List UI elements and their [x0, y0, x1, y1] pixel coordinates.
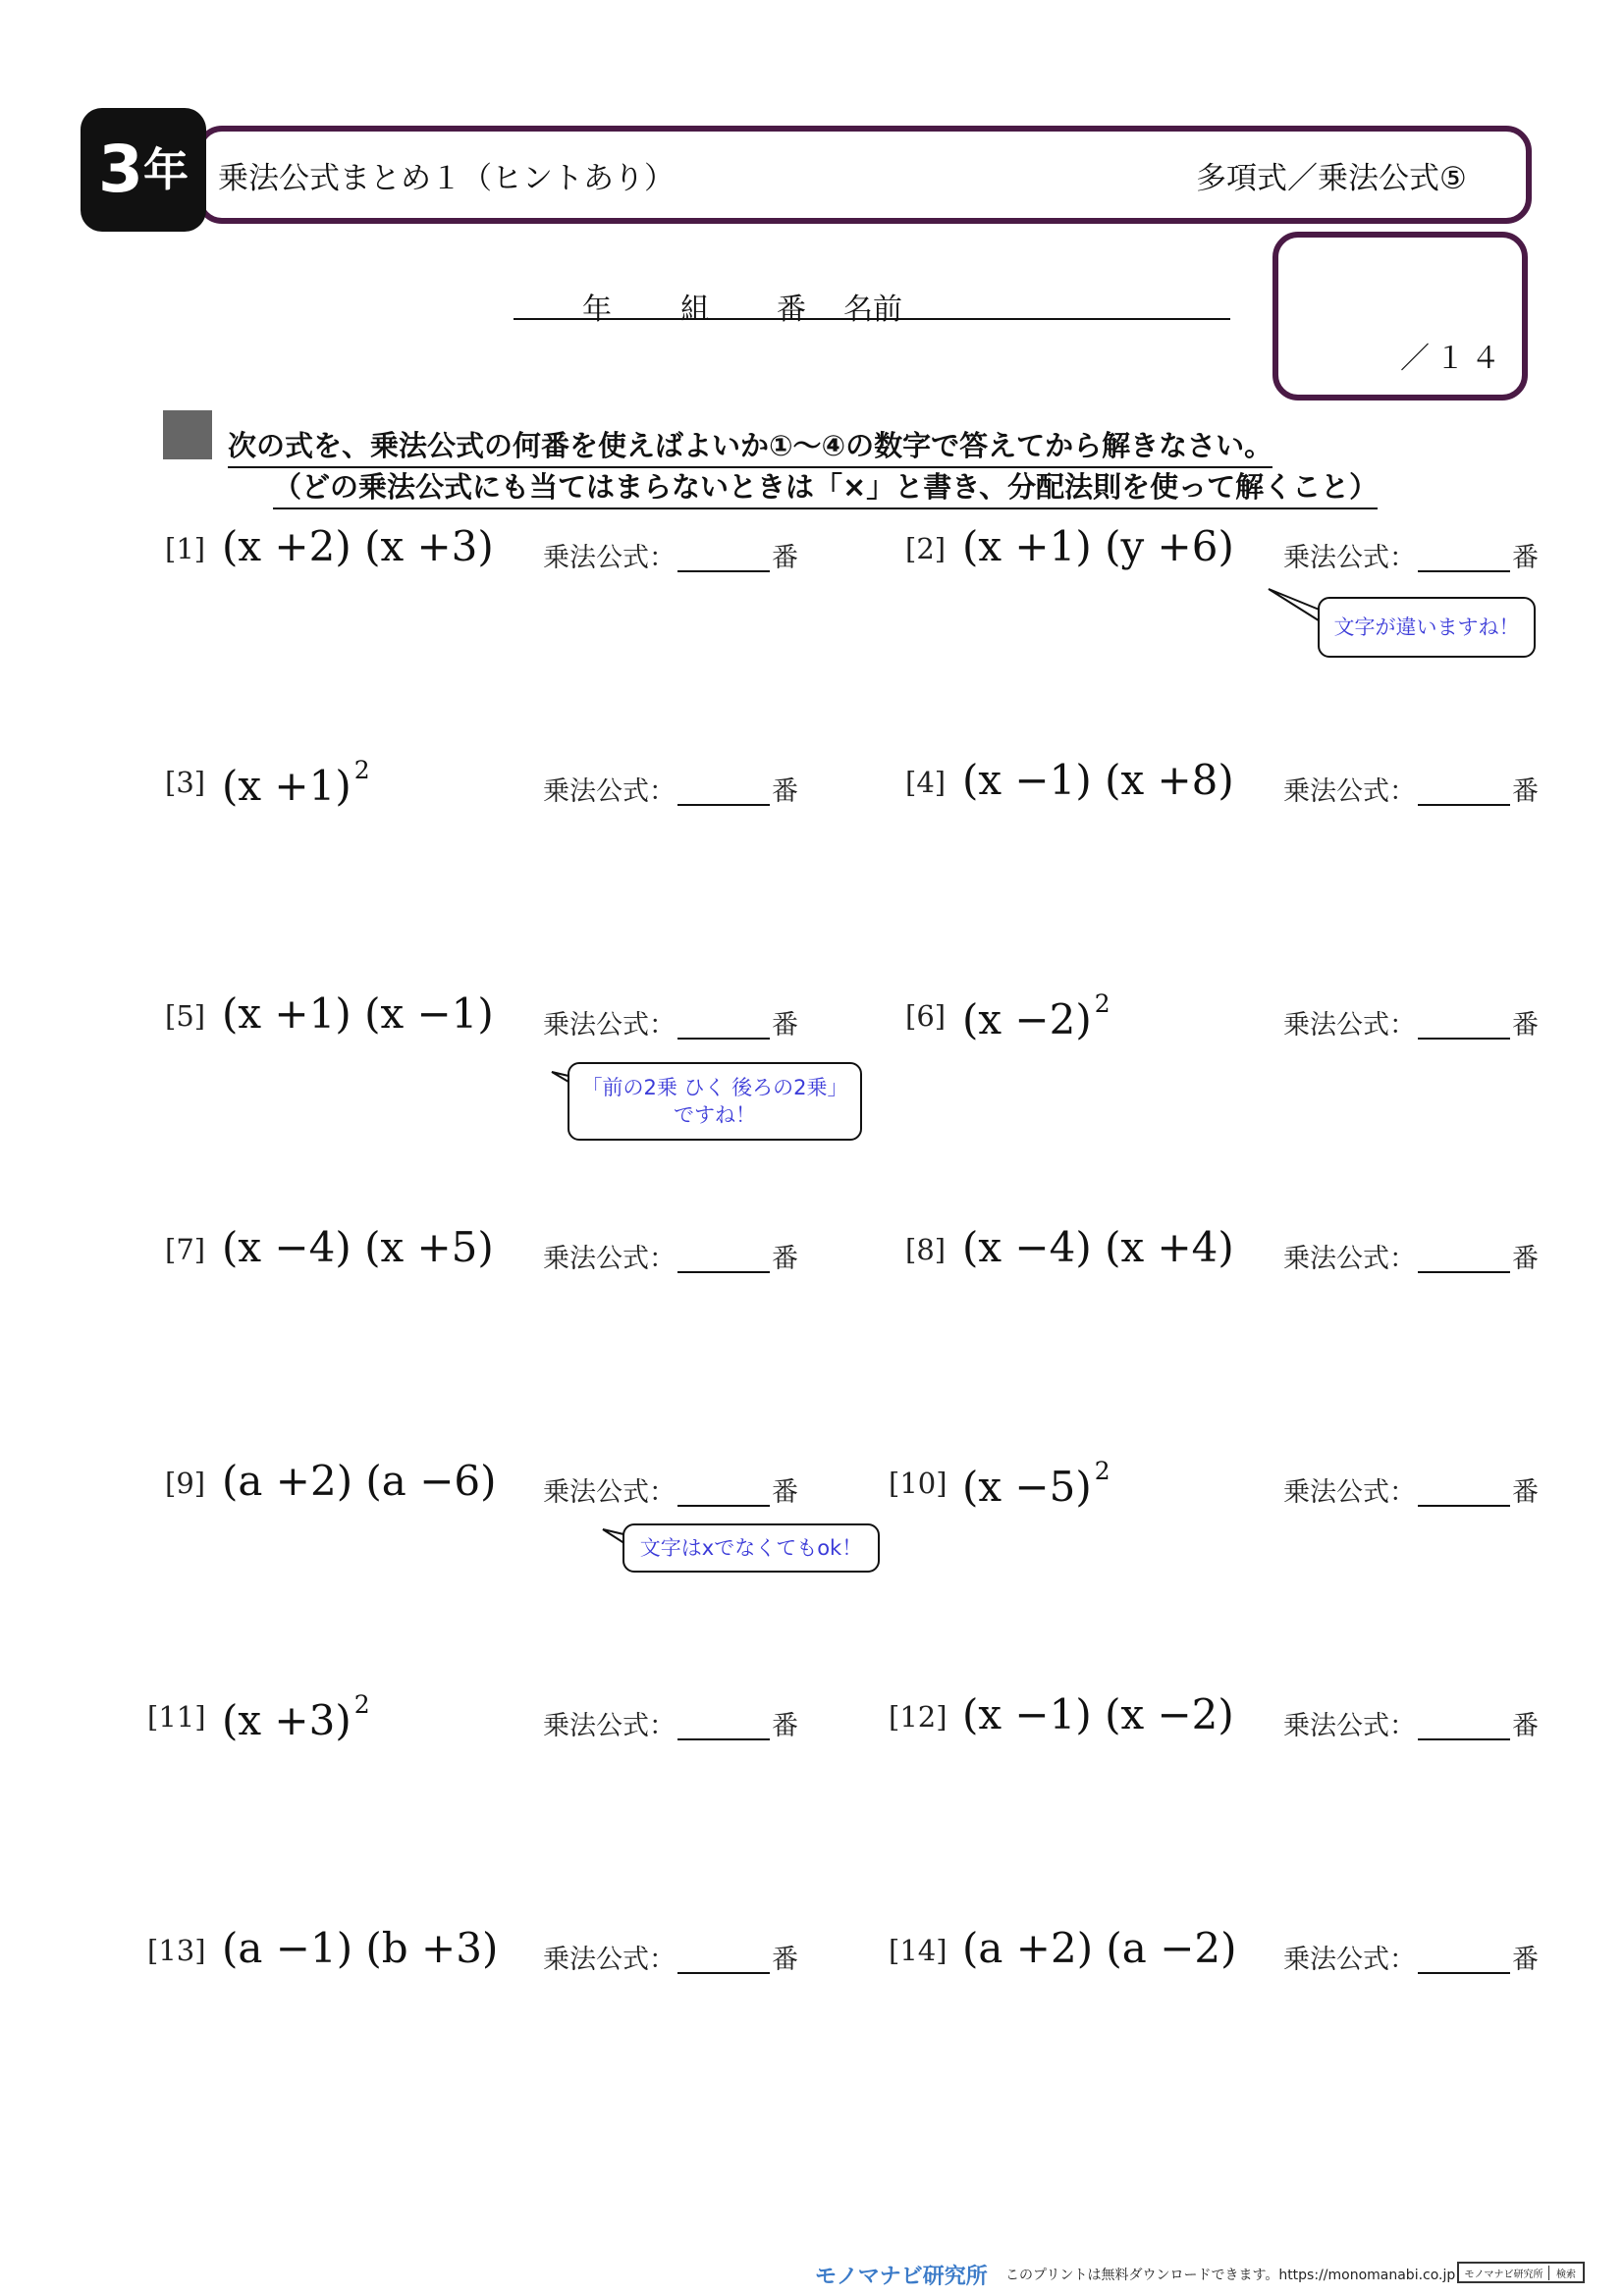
expression-base: (x −5): [962, 1463, 1092, 1511]
problem-expression: [962, 989, 1110, 1043]
answer-blank[interactable]: [1418, 1945, 1510, 1974]
answer-blank[interactable]: [677, 543, 770, 572]
score-box[interactable]: [1272, 232, 1528, 400]
formula-prefix: 乗法公式：: [1283, 1477, 1416, 1508]
hint-bubble-different-letters: [1318, 597, 1536, 658]
formula-prefix: 乗法公式：: [1283, 1010, 1416, 1041]
problem-expression: (x −1) (x −2): [962, 1690, 1234, 1738]
formula-suffix: 番: [1512, 1010, 1539, 1041]
footer-logo: モノマナビ研究所: [815, 2265, 988, 2289]
exponent: 2: [353, 1690, 370, 1719]
grade-badge: [81, 108, 206, 232]
formula-suffix: 番: [772, 776, 798, 807]
worksheet-category: 多項式／乗法公式⑤: [1196, 161, 1467, 196]
problem-expression: (x −4) (x +5): [222, 1223, 494, 1271]
formula-suffix: 番: [772, 1477, 798, 1508]
number-label: 番: [777, 293, 806, 327]
formula-answer[interactable]: [543, 536, 798, 574]
formula-answer[interactable]: [543, 1470, 798, 1509]
formula-answer[interactable]: [543, 1003, 798, 1041]
footer-search-box[interactable]: モノマナビ研究所: [1459, 2266, 1549, 2280]
problem-number: [10]: [889, 1467, 947, 1500]
answer-blank[interactable]: [1418, 543, 1510, 572]
formula-prefix: 乗法公式：: [1283, 1711, 1416, 1741]
hint-tail: [1267, 587, 1326, 636]
instruction-line-1: 次の式を、乗法公式の何番を使えばよいか①～④の数字で答えてから解きなさい。: [228, 424, 1272, 468]
footer-search-button[interactable]: 検索: [1556, 2269, 1576, 2280]
formula-answer[interactable]: [543, 1237, 798, 1275]
answer-blank[interactable]: [1418, 776, 1510, 806]
formula-answer[interactable]: [1283, 536, 1539, 574]
answer-blank[interactable]: [677, 1477, 770, 1507]
formula-prefix: 乗法公式：: [543, 1010, 676, 1041]
problem-number: [12]: [889, 1700, 947, 1734]
formula-answer[interactable]: [1283, 1470, 1539, 1509]
formula-prefix: 乗法公式：: [543, 1711, 676, 1741]
formula-answer[interactable]: [543, 1938, 798, 1976]
formula-suffix: 番: [772, 1945, 798, 1975]
name-line[interactable]: [514, 291, 1230, 327]
year-label: 年: [582, 293, 612, 327]
footer-search[interactable]: [1457, 2262, 1585, 2283]
formula-prefix: 乗法公式：: [1283, 1945, 1416, 1975]
problem-expression: [222, 756, 370, 810]
problem-expression: (x +1) (x −1): [222, 989, 494, 1038]
expression-base: (x +3): [222, 1696, 352, 1744]
formula-suffix: 番: [1512, 776, 1539, 807]
problem-expression: (a +2) (a −2): [962, 1924, 1237, 1972]
answer-blank[interactable]: [677, 1711, 770, 1740]
hint-text-line-1: 「前の2乗 ひく 後ろの2乗」: [581, 1075, 848, 1099]
formula-suffix: 番: [1512, 1477, 1539, 1508]
exponent: 2: [1094, 1457, 1110, 1485]
problem-number: [3]: [165, 766, 206, 799]
problem-number: [9]: [165, 1467, 206, 1500]
problem-number: [13]: [147, 1934, 206, 1967]
problem-expression: [222, 1690, 370, 1744]
hint-bubble-difference-of-squares: [568, 1062, 862, 1141]
formula-suffix: 番: [1512, 1711, 1539, 1741]
problem-number: [6]: [905, 999, 947, 1033]
problem-expression: (x −1) (x +8): [962, 756, 1234, 804]
class-label: 組: [680, 293, 710, 327]
worksheet-title: 乗法公式まとめ１（ヒントあり）: [218, 161, 675, 196]
formula-answer[interactable]: [543, 1704, 798, 1742]
answer-blank[interactable]: [1418, 1244, 1510, 1273]
formula-prefix: 乗法公式：: [1283, 543, 1416, 573]
formula-suffix: 番: [1512, 543, 1539, 573]
formula-prefix: 乗法公式：: [543, 1945, 676, 1975]
grade-unit: 年: [142, 143, 189, 196]
instruction-line-2: （どの乗法公式にも当てはまらないときは「×」と書き、分配法則を使って解くこと）: [273, 465, 1378, 509]
exponent: 2: [1094, 989, 1110, 1018]
formula-answer[interactable]: [1283, 1938, 1539, 1976]
problem-number: [14]: [889, 1934, 947, 1967]
formula-prefix: 乗法公式：: [1283, 1244, 1416, 1274]
hint-bubble-other-letters: [623, 1523, 880, 1573]
formula-answer[interactable]: [1283, 1237, 1539, 1275]
answer-blank[interactable]: [677, 776, 770, 806]
answer-blank[interactable]: [1418, 1711, 1510, 1740]
exponent: 2: [353, 756, 370, 784]
answer-blank[interactable]: [677, 1945, 770, 1974]
problem-expression: (x −4) (x +4): [962, 1223, 1234, 1271]
problem-expression: [962, 1457, 1110, 1511]
problem-expression: (x +2) (x +3): [222, 522, 494, 570]
formula-suffix: 番: [772, 1711, 798, 1741]
formula-answer[interactable]: [1283, 770, 1539, 808]
footer-note: このプリントは無料ダウンロードできます。https://monomanabi.co.jp: [1005, 2268, 1456, 2283]
formula-prefix: 乗法公式：: [543, 776, 676, 807]
hint-text: 文字はxでなくてもok！: [639, 1535, 863, 1560]
instruction-marker: [163, 410, 212, 459]
problem-number: [4]: [905, 766, 947, 799]
problem-expression: (x +1) (y +6): [962, 522, 1234, 570]
problem-number: [5]: [165, 999, 206, 1033]
formula-answer[interactable]: [1283, 1003, 1539, 1041]
formula-suffix: 番: [772, 1010, 798, 1041]
name-label: 名前: [843, 293, 902, 327]
answer-blank[interactable]: [1418, 1477, 1510, 1507]
hint-text-line-2: ですね！: [674, 1103, 756, 1127]
problem-number: [8]: [905, 1233, 947, 1266]
formula-prefix: 乗法公式：: [1283, 776, 1416, 807]
expression-base: (x −2): [962, 995, 1092, 1043]
expression-base: (x +1): [222, 762, 352, 810]
problem-number: [11]: [147, 1700, 206, 1734]
problem-number: [7]: [165, 1233, 206, 1266]
hint-text: 文字が違いますね！: [1333, 614, 1520, 639]
answer-blank[interactable]: [677, 1010, 770, 1040]
formula-suffix: 番: [1512, 1945, 1539, 1975]
formula-prefix: 乗法公式：: [543, 1244, 676, 1274]
grade-number: 3: [98, 132, 141, 207]
problem-expression: (a −1) (b +3): [222, 1924, 499, 1972]
formula-suffix: 番: [1512, 1244, 1539, 1274]
formula-prefix: 乗法公式：: [543, 543, 676, 573]
problem-expression: (a +2) (a −6): [222, 1457, 497, 1505]
answer-blank[interactable]: [1418, 1010, 1510, 1040]
problem-number: [2]: [905, 532, 947, 565]
formula-prefix: 乗法公式：: [543, 1477, 676, 1508]
score-total: ／１４: [1400, 342, 1506, 376]
formula-suffix: 番: [772, 1244, 798, 1274]
formula-suffix: 番: [772, 543, 798, 573]
formula-answer[interactable]: [1283, 1704, 1539, 1742]
formula-answer[interactable]: [543, 770, 798, 808]
problem-number: [1]: [165, 532, 206, 565]
answer-blank[interactable]: [677, 1244, 770, 1273]
